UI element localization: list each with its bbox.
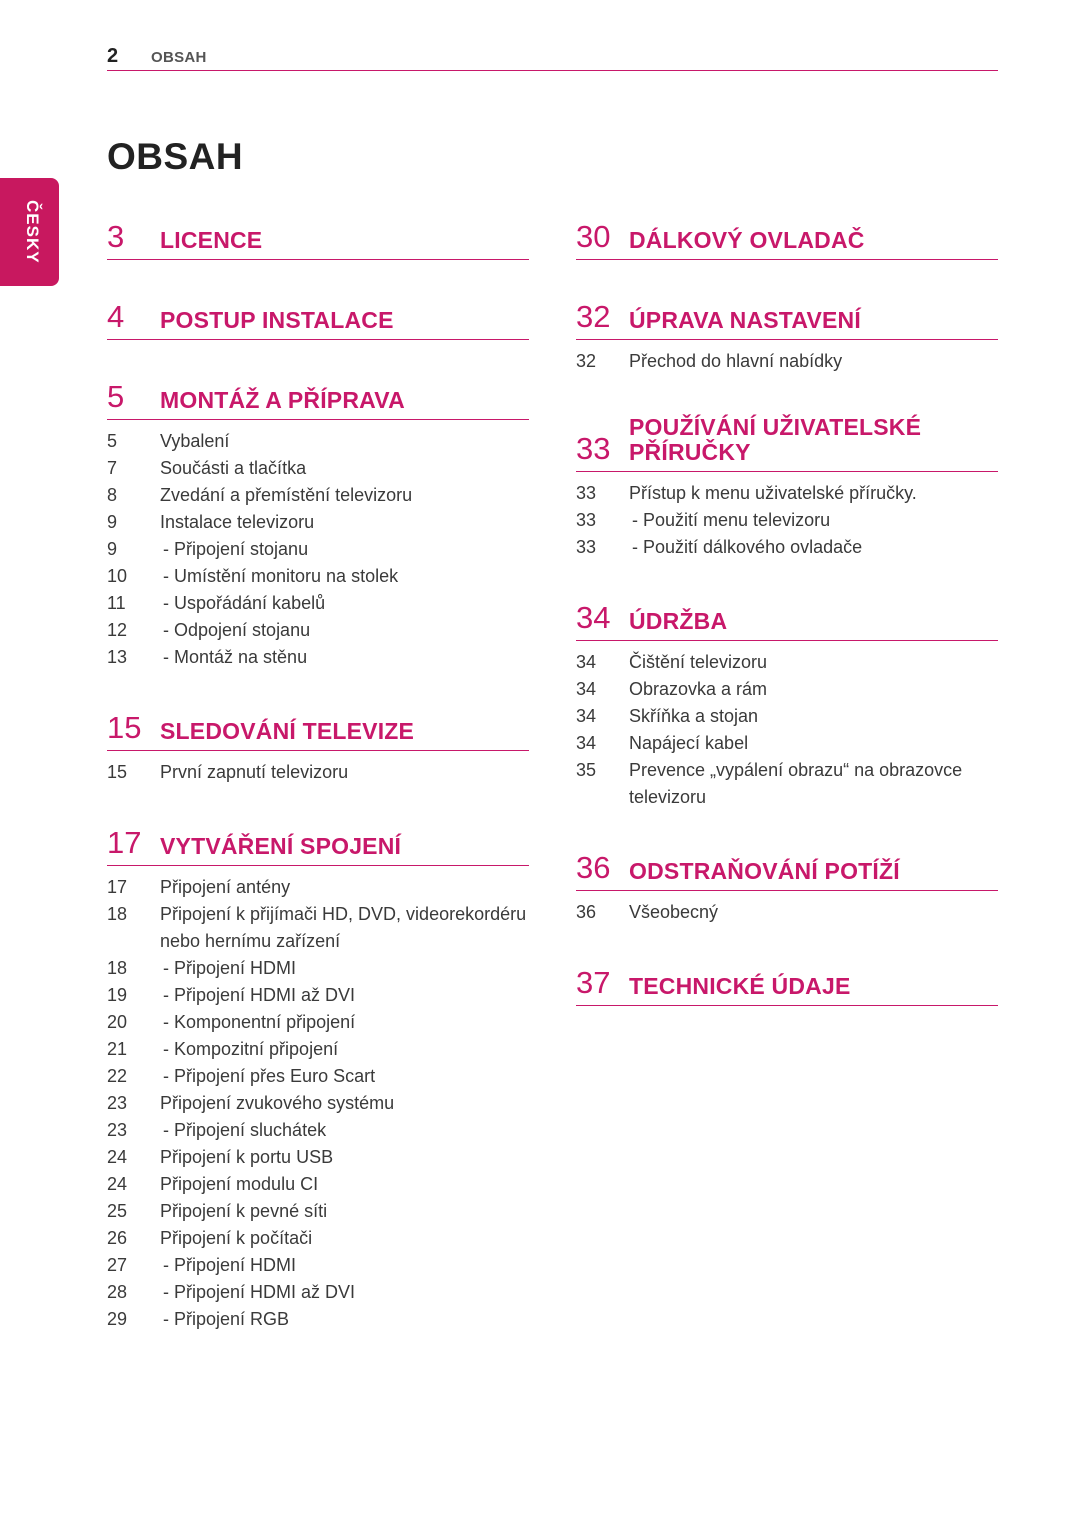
- toc-section: [576, 300, 998, 375]
- toc-item[interactable]: [107, 874, 529, 901]
- toc-item-page: 29: [107, 1309, 128, 1329]
- toc-section-page: 37: [576, 965, 611, 1000]
- toc-item[interactable]: [107, 1198, 529, 1225]
- toc-item-label: - Připojení přes Euro Scart: [163, 1066, 376, 1086]
- toc-section: [107, 220, 529, 260]
- toc-item-list: [107, 874, 529, 1333]
- toc-section-heading[interactable]: [576, 601, 998, 641]
- toc-item-label: Připojení k počítači: [160, 1228, 313, 1248]
- toc-section-page: 3: [107, 219, 125, 254]
- toc-section-page: 36: [576, 850, 611, 885]
- toc-item[interactable]: [576, 730, 998, 757]
- toc-section-heading[interactable]: [576, 966, 998, 1006]
- toc-item-label: Prevence „vypálení obrazu“ na obrazovce televizoru: [629, 760, 963, 807]
- toc-item-page: 10: [107, 566, 128, 586]
- toc-section-page: 32: [576, 299, 611, 334]
- toc-item-label: Všeobecný: [629, 902, 719, 922]
- toc-item[interactable]: [107, 1090, 529, 1117]
- toc-item[interactable]: [107, 1306, 529, 1333]
- toc-item[interactable]: [107, 644, 529, 671]
- toc-item-page: 33: [576, 483, 597, 503]
- toc-item[interactable]: [107, 590, 529, 617]
- toc-item-label: Čištění televizoru: [629, 652, 768, 672]
- toc-item-label: - Uspořádání kabelů: [163, 593, 326, 613]
- toc-item-page: 21: [107, 1039, 128, 1059]
- toc-item[interactable]: [107, 982, 529, 1009]
- toc-item-label: Zvedání a přemístění televizoru: [160, 485, 413, 505]
- language-tab-label: ČESKY: [23, 200, 42, 264]
- toc-item[interactable]: [107, 1171, 529, 1198]
- toc-section-title: ÚPRAVA NASTAVENÍ: [629, 307, 861, 333]
- toc-item[interactable]: [107, 1036, 529, 1063]
- toc-item[interactable]: [576, 703, 998, 730]
- toc-item-label: - Připojení HDMI až DVI: [163, 985, 356, 1005]
- toc-section: [107, 300, 529, 340]
- toc-item-label: - Použití dálkového ovladače: [632, 537, 863, 557]
- toc-item[interactable]: [107, 617, 529, 644]
- toc-item-page: 17: [107, 877, 128, 897]
- toc-section-heading[interactable]: [107, 380, 529, 420]
- toc-item-page: 15: [107, 762, 128, 782]
- toc-section-title: DÁLKOVÝ OVLADAČ: [629, 227, 865, 253]
- toc-section-page: 33: [576, 431, 611, 466]
- toc-item-label: Vybalení: [160, 431, 230, 451]
- toc-item[interactable]: [576, 649, 998, 676]
- toc-item-page: 34: [576, 652, 597, 672]
- toc-item-list: [107, 428, 529, 671]
- toc-item-list: [576, 649, 998, 811]
- toc-item[interactable]: [576, 757, 998, 811]
- toc-column-left: [107, 220, 529, 1333]
- toc-item-page: 33: [576, 537, 597, 557]
- toc-item-page: 8: [107, 485, 118, 505]
- toc-item-label: První zapnutí televizoru: [160, 762, 349, 782]
- toc-column-right: [576, 220, 998, 1006]
- toc-section-title: ODSTRAŇOVÁNÍ POTÍŽÍ: [629, 858, 900, 884]
- toc-item[interactable]: [576, 348, 998, 375]
- toc-item-page: 24: [107, 1174, 128, 1194]
- toc-section: [576, 966, 998, 1006]
- toc-item-label: - Kompozitní připojení: [163, 1039, 339, 1059]
- toc-item-list: [107, 759, 529, 786]
- toc-item-label: - Umístění monitoru na stolek: [163, 566, 399, 586]
- toc-item-page: 26: [107, 1228, 128, 1248]
- toc-item[interactable]: [107, 955, 529, 982]
- toc-item[interactable]: [107, 1009, 529, 1036]
- toc-item-list: [576, 899, 998, 926]
- toc-item[interactable]: [107, 1063, 529, 1090]
- toc-item[interactable]: [107, 482, 529, 509]
- toc-section: [576, 415, 998, 561]
- toc-item-page: 12: [107, 620, 128, 640]
- toc-item-label: - Odpojení stojanu: [163, 620, 311, 640]
- toc-item-page: 23: [107, 1093, 128, 1113]
- toc-section-heading[interactable]: [107, 220, 529, 260]
- toc-section-heading[interactable]: [576, 851, 998, 891]
- toc-item-page: 34: [576, 679, 597, 699]
- toc-item-label: Přístup k menu uživatelské příručky.: [629, 483, 917, 503]
- toc-item-page: 25: [107, 1201, 128, 1221]
- toc-item-page: 9: [107, 512, 118, 532]
- toc-item-label: - Připojení sluchátek: [163, 1120, 327, 1140]
- toc-section-heading[interactable]: [107, 300, 529, 340]
- toc-item-list: [576, 480, 998, 561]
- toc-item-label: - Připojení HDMI: [163, 958, 297, 978]
- toc-item-page: 34: [576, 706, 597, 726]
- toc-section: [107, 711, 529, 786]
- toc-item[interactable]: [107, 1279, 529, 1306]
- toc-item-label: Skříňka a stojan: [629, 706, 759, 726]
- toc-item-label: - Připojení RGB: [163, 1309, 290, 1329]
- toc-item-page: 13: [107, 647, 128, 667]
- toc-item-page: 35: [576, 760, 597, 780]
- toc-item-label: Připojení k přijímači HD, DVD, videorekordéru nebo hernímu zařízení: [160, 904, 527, 951]
- running-header-title: OBSAH: [151, 49, 207, 66]
- toc-section: [576, 220, 998, 260]
- toc-item[interactable]: [107, 1144, 529, 1171]
- toc-section-title: MONTÁŽ A PŘÍPRAVA: [160, 387, 405, 413]
- toc-item-label: Napájecí kabel: [629, 733, 749, 753]
- toc-item[interactable]: [107, 901, 529, 955]
- toc-item-label: Instalace televizoru: [160, 512, 315, 532]
- toc-section: [576, 601, 998, 811]
- toc-section-page: 30: [576, 219, 611, 254]
- toc-section-page: 15: [107, 710, 142, 745]
- toc-section-heading[interactable]: [576, 300, 998, 340]
- toc-item-label: Připojení zvukového systému: [160, 1093, 395, 1113]
- toc-item[interactable]: [576, 507, 998, 534]
- toc-item-page: 22: [107, 1066, 128, 1086]
- toc-section-heading[interactable]: [576, 415, 998, 472]
- toc-item-page: 18: [107, 958, 128, 978]
- toc-item-page: 32: [576, 351, 597, 371]
- toc-section-page: 34: [576, 600, 611, 635]
- toc-item[interactable]: [107, 509, 529, 536]
- toc-item-label: Připojení modulu CI: [160, 1174, 319, 1194]
- toc-item[interactable]: [107, 1225, 529, 1252]
- toc-item-label: - Montáž na stěnu: [163, 647, 308, 667]
- toc-item[interactable]: [107, 759, 529, 786]
- toc-item[interactable]: [107, 1252, 529, 1279]
- toc-section-heading[interactable]: [107, 826, 529, 866]
- toc-section-heading[interactable]: [576, 220, 998, 260]
- toc-section-title: LICENCE: [160, 227, 263, 253]
- toc-item-list: [576, 348, 998, 375]
- toc-item-page: 20: [107, 1012, 128, 1032]
- toc-item-label: Připojení k pevné síti: [160, 1201, 328, 1221]
- toc-section-title: POSTUP INSTALACE: [160, 307, 394, 333]
- toc-item-page: 18: [107, 904, 128, 924]
- toc-item-label: - Komponentní připojení: [163, 1012, 356, 1032]
- toc-section-title: VYTVÁŘENÍ SPOJENÍ: [160, 833, 402, 859]
- toc-item-page: 33: [576, 510, 597, 530]
- toc-item-page: 28: [107, 1282, 128, 1302]
- toc-item-label: Součásti a tlačítka: [160, 458, 307, 478]
- toc-item-page: 34: [576, 733, 597, 753]
- toc-item[interactable]: [576, 899, 998, 926]
- toc-item-page: 24: [107, 1147, 128, 1167]
- toc-item-label: - Použití menu televizoru: [632, 510, 831, 530]
- toc-section-page: 5: [107, 379, 125, 414]
- toc-item-page: 9: [107, 539, 118, 559]
- toc-item[interactable]: [107, 536, 529, 563]
- toc-item[interactable]: [576, 534, 998, 561]
- toc-section-title: ÚDRŽBA: [629, 608, 728, 634]
- toc-item-label: - Připojení HDMI až DVI: [163, 1282, 356, 1302]
- toc-item-label: Připojení antény: [160, 877, 291, 897]
- toc-item[interactable]: [107, 455, 529, 482]
- toc-section-page: 4: [107, 299, 125, 334]
- toc-item[interactable]: [107, 1117, 529, 1144]
- toc-item-page: 19: [107, 985, 128, 1005]
- toc-item-label: Obrazovka a rám: [629, 679, 768, 699]
- toc-item-label: - Připojení stojanu: [163, 539, 309, 559]
- toc-section-page: 17: [107, 825, 142, 860]
- toc-item[interactable]: [576, 676, 998, 703]
- toc-item-label: - Připojení HDMI: [163, 1255, 297, 1275]
- toc-item-page: 11: [107, 593, 126, 613]
- toc-item-page: 7: [107, 458, 118, 478]
- toc-section-heading[interactable]: [107, 711, 529, 751]
- toc-item-page: 23: [107, 1120, 128, 1140]
- toc-section-title: TECHNICKÉ ÚDAJE: [629, 973, 851, 999]
- toc-item[interactable]: [107, 428, 529, 455]
- page-title: OBSAH: [107, 136, 244, 177]
- toc-section-title: SLEDOVÁNÍ TELEVIZE: [160, 718, 415, 744]
- toc-item-page: 5: [107, 431, 118, 451]
- language-tab: [0, 178, 59, 286]
- toc-item-page: 36: [576, 902, 597, 922]
- toc-section: [107, 380, 529, 671]
- toc-section: [576, 851, 998, 926]
- running-header: [107, 45, 998, 71]
- toc-item-label: Přechod do hlavní nabídky: [629, 351, 843, 371]
- toc-item[interactable]: [107, 563, 529, 590]
- toc-item-page: 27: [107, 1255, 128, 1275]
- toc-item-label: Připojení k portu USB: [160, 1147, 334, 1167]
- page-number: 2: [107, 45, 119, 67]
- toc-section-title: POUŽÍVÁNÍ UŽIVATELSKÉ PŘÍRUČKY: [629, 414, 922, 465]
- toc-section: [107, 826, 529, 1333]
- toc-item[interactable]: [576, 480, 998, 507]
